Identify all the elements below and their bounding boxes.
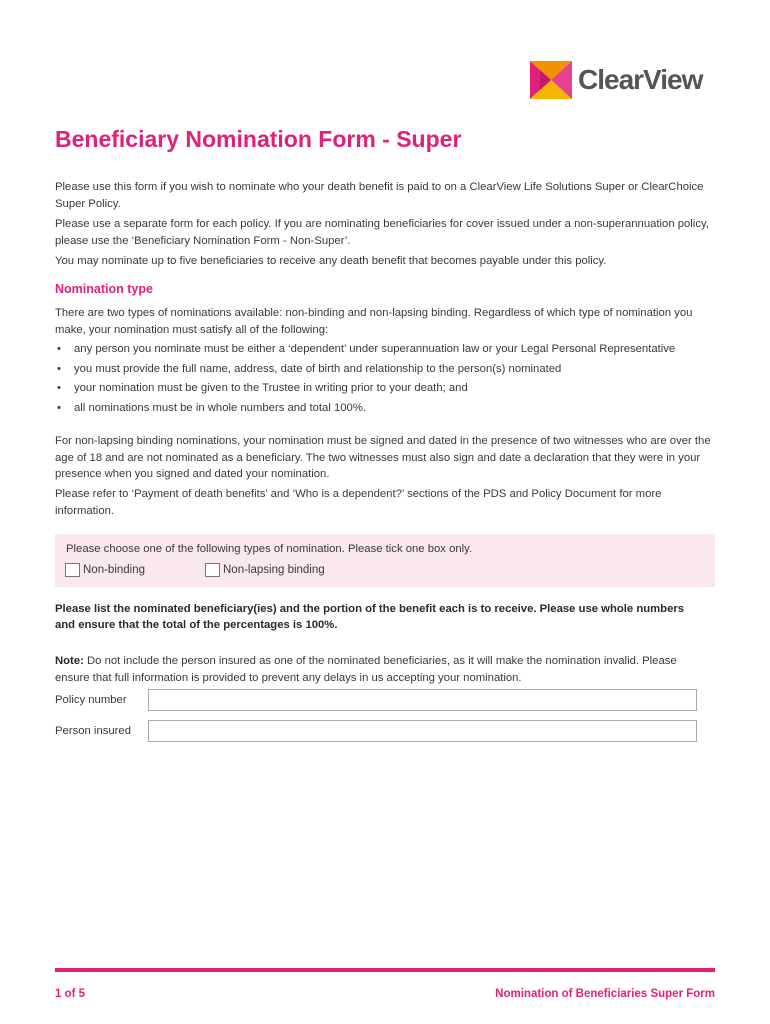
nomination-type-heading: Nomination type — [55, 282, 153, 296]
intro-paragraph-1: Please use this form if you wish to nominate who your death benefit is paid to on a ClearView Life Solutions Super or ClearChoice Super Policy. — [55, 181, 704, 210]
nomination-choice-box — [55, 534, 715, 587]
footer-title: Nomination of Beneficiaries Super Form — [495, 988, 715, 1000]
instruction-line-1: Please list the nominated beneficiary(ies) and the portion of the benefit each is to receive. Please use whole numbers — [55, 603, 685, 615]
witness-paragraph: For non-lapsing binding nominations, your nomination must be signed and dated in the presence of two witnesses who are over the age of 18 and are not nominated as a beneficiary. The two witnesses must also sign and date a declaration that they were in your presence when you signed and dated your nomination. — [55, 435, 711, 480]
choice-prompt: Please choose one of the following types of nomination. Please tick one box only. — [66, 543, 473, 555]
list-item — [55, 400, 705, 417]
clearview-logo — [530, 60, 720, 100]
person-insured-field[interactable] — [148, 720, 697, 742]
intro-paragraph-2: Please use a separate form for each policy. If you are nominating beneficiaries for cover issued under a non-superannuation policy, please use the ‘Beneficiary Nomination Form - Non-Super’. — [55, 218, 709, 247]
person-insured-label: Person insured — [55, 725, 131, 737]
bullet-marker: • — [57, 401, 61, 414]
policy-number-label: Policy number — [55, 694, 127, 706]
note-label: Note: — [55, 655, 84, 667]
page-title: Beneficiary Nomination Form - Super — [55, 126, 462, 152]
non-binding-checkbox[interactable] — [65, 563, 80, 577]
option-label: Non-lapsing binding — [223, 564, 325, 576]
requirements-list — [55, 341, 705, 416]
option-non-lapsing-binding[interactable] — [205, 563, 325, 577]
list-item — [55, 380, 705, 397]
intro-paragraph-3: You may nominate up to five beneficiaries to receive any death benefit that becomes payable under this policy. — [55, 255, 607, 267]
person-insured-row — [55, 720, 697, 742]
policy-number-row — [55, 689, 697, 711]
logo-wordmark: ClearView — [578, 64, 703, 95]
option-label: Non-binding — [83, 564, 146, 576]
note-paragraph — [55, 653, 705, 686]
non-lapsing-binding-checkbox[interactable] — [205, 563, 220, 577]
bullet-marker: • — [57, 382, 61, 394]
clearview-logo-icon — [530, 61, 572, 99]
refer-paragraph: Please refer to ‘Payment of death benefits’ and ‘Who is a dependent?’ sections of the PDS and Policy Document for more information. — [55, 488, 662, 517]
instruction-line-2: and ensure that the total of the percentages is 100%. — [55, 619, 338, 631]
list-item — [55, 361, 705, 378]
nomination-type-intro: There are two types of nominations available: non-binding and non-lapsing binding. Regardless of which type of nomination you make, your nomination must satisfy all of the following: — [55, 307, 693, 336]
footer-divider — [55, 968, 715, 972]
list-item — [55, 341, 705, 358]
list-item-text: all nominations must be in whole numbers and total 100%. — [74, 401, 367, 414]
option-non-binding[interactable] — [65, 563, 145, 577]
page-number: 1 of 5 — [55, 988, 86, 1000]
list-item-text: you must provide the full name, address, date of birth and relationship to the person(s) nominated — [74, 362, 562, 375]
bullet-marker: • — [57, 343, 61, 355]
list-item-text: any person you nominate must be either a ‘dependent’ under superannuation law or your Legal Personal Representative — [74, 343, 676, 355]
note-text: Do not include the person insured as one of the nominated beneficiaries, as it will make the nomination invalid. Please ensure that full information is provided to prevent any delays in us accepting your nomination. — [55, 655, 677, 684]
beneficiaries-instruction — [55, 601, 705, 633]
policy-number-field[interactable] — [148, 689, 697, 711]
list-item-text: your nomination must be given to the Trustee in writing prior to your death; and — [74, 382, 468, 394]
bullet-marker: • — [57, 362, 61, 375]
